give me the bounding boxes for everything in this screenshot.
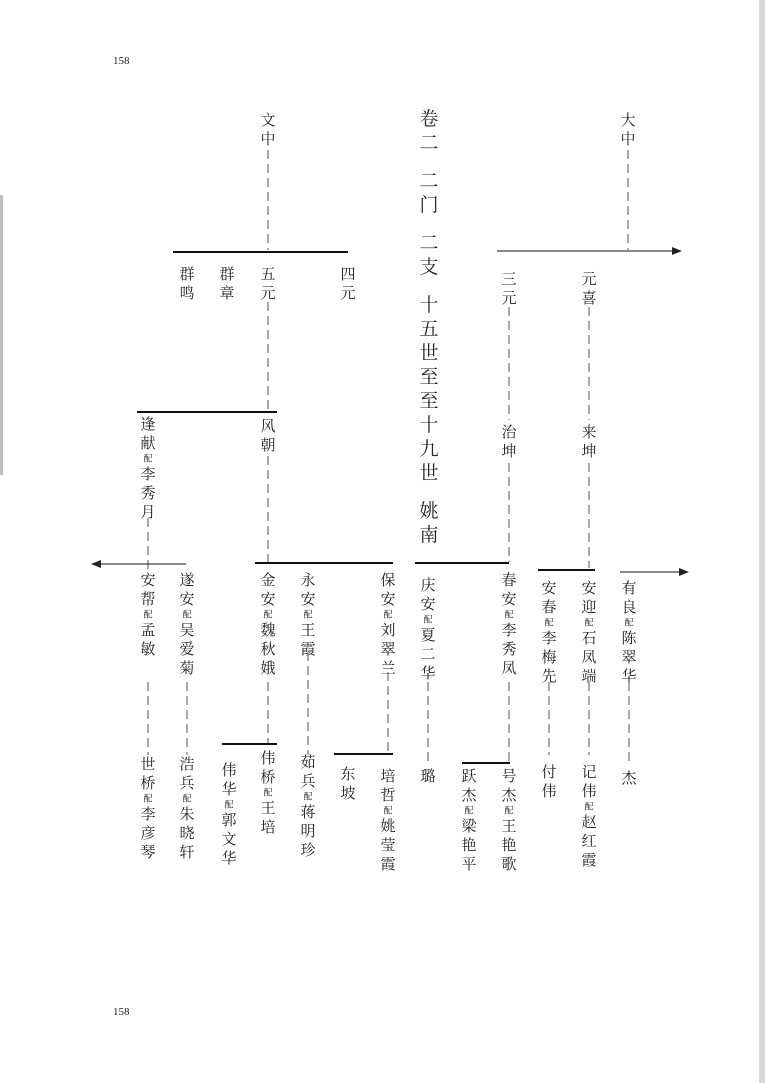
name-char: 夏 <box>420 625 436 644</box>
name-char: 平 <box>461 854 477 873</box>
person-yongan <box>300 571 315 658</box>
name-char: 四 <box>340 264 356 283</box>
name-char: 王 <box>260 798 276 817</box>
svg-text:卷: 卷 <box>419 108 439 130</box>
name-char: 伟 <box>221 760 237 779</box>
name-char: 石 <box>581 628 597 647</box>
person-baoan <box>380 571 395 677</box>
pei-mark: 配 <box>263 788 273 799</box>
name-char: 歌 <box>501 854 517 873</box>
svg-text:至: 至 <box>419 390 439 412</box>
name-char: 世 <box>140 754 156 773</box>
person-laikun <box>581 423 596 460</box>
name-char: 保 <box>380 570 396 589</box>
pei-mark: 配 <box>544 618 554 629</box>
name-char: 吴 <box>179 620 195 639</box>
name-char: 梅 <box>541 647 557 666</box>
name-char: 桥 <box>140 773 156 792</box>
person-fuwei <box>541 763 556 800</box>
person-jiwei <box>581 763 596 869</box>
person-siyuan <box>340 265 355 302</box>
name-char: 安 <box>581 578 597 597</box>
name-char: 李 <box>501 620 517 639</box>
pei-mark: 配 <box>143 610 153 621</box>
name-char: 华 <box>420 663 436 682</box>
name-char: 记 <box>581 762 597 781</box>
person-anchun <box>541 579 556 685</box>
person-weiqiao <box>260 749 275 836</box>
person-lu <box>420 767 435 785</box>
name-char: 刘 <box>380 620 396 639</box>
person-suian <box>179 571 195 677</box>
name-char: 安 <box>260 589 276 608</box>
name-char: 郭 <box>221 810 237 829</box>
name-char: 敏 <box>140 639 156 658</box>
svg-text:五: 五 <box>419 318 439 340</box>
person-sanyuan <box>501 270 516 307</box>
name-char: 浩 <box>179 754 195 773</box>
pei-mark: 配 <box>504 610 514 621</box>
name-char: 明 <box>300 821 316 840</box>
name-char: 中 <box>620 129 636 148</box>
svg-text:十: 十 <box>419 294 439 316</box>
name-char: 秋 <box>260 639 276 658</box>
name-char: 秀 <box>501 639 517 658</box>
pei-mark: 配 <box>584 802 594 813</box>
name-char: 兵 <box>300 771 316 790</box>
name-char: 霞 <box>581 850 597 869</box>
name-char: 艳 <box>501 835 517 854</box>
name-char: 群 <box>179 264 195 283</box>
name-char: 良 <box>621 597 637 616</box>
name-char: 安 <box>420 594 436 613</box>
person-wuyuan <box>260 265 275 302</box>
name-char: 朱 <box>179 804 195 823</box>
person-rubing <box>300 753 315 859</box>
name-char: 华 <box>621 666 637 685</box>
svg-text:南: 南 <box>419 524 439 546</box>
name-char: 茹 <box>300 752 316 771</box>
person-fengchao <box>260 417 275 454</box>
name-char: 迎 <box>581 597 597 616</box>
name-char: 文 <box>260 110 276 129</box>
name-char: 晓 <box>179 823 195 842</box>
name-char: 兵 <box>179 773 195 792</box>
name-char: 王 <box>300 620 316 639</box>
pei-mark: 配 <box>182 610 192 621</box>
name-char: 杰 <box>461 785 477 804</box>
name-char: 春 <box>541 597 557 616</box>
name-char: 霞 <box>300 639 316 658</box>
svg-text:门: 门 <box>419 194 439 216</box>
person-wenzhong <box>260 111 275 148</box>
name-char: 李 <box>140 464 156 483</box>
name-char: 献 <box>140 433 156 452</box>
name-char: 月 <box>140 502 156 521</box>
svg-text:二: 二 <box>419 170 439 192</box>
pei-mark: 配 <box>303 610 313 621</box>
name-char: 五 <box>260 264 276 283</box>
name-char: 陈 <box>621 628 637 647</box>
name-char: 桥 <box>260 767 276 786</box>
pei-mark: 配 <box>303 792 313 803</box>
name-char: 凤 <box>501 658 517 677</box>
name-char: 鸣 <box>179 283 195 302</box>
sibling-bars <box>137 252 595 763</box>
name-char: 安 <box>179 589 195 608</box>
name-char: 元 <box>501 288 517 307</box>
name-char: 春 <box>501 570 517 589</box>
name-char: 元 <box>340 283 356 302</box>
page-number-top: 158 <box>113 55 130 67</box>
pei-mark: 配 <box>624 618 634 629</box>
name-char: 兰 <box>380 658 396 677</box>
person-yuanxi <box>581 270 596 307</box>
name-char: 琴 <box>140 842 156 861</box>
pei-mark: 配 <box>423 615 433 626</box>
name-char: 王 <box>501 816 517 835</box>
name-char: 秀 <box>140 483 156 502</box>
name-char: 坤 <box>581 441 597 460</box>
name-char: 翠 <box>621 647 637 666</box>
name-char: 风 <box>260 416 276 435</box>
name-char: 安 <box>140 570 156 589</box>
person-qunming <box>179 265 194 302</box>
name-char: 先 <box>541 666 557 685</box>
name-char: 蒋 <box>300 802 316 821</box>
name-char: 元 <box>260 283 276 302</box>
name-char: 朝 <box>260 435 276 454</box>
person-zhikun <box>501 423 517 460</box>
svg-text:世: 世 <box>419 462 439 484</box>
person-fengxian <box>140 415 155 521</box>
name-char: 伟 <box>581 781 597 800</box>
name-char: 金 <box>260 570 276 589</box>
svg-text:二: 二 <box>419 132 439 154</box>
name-char: 坤 <box>501 441 517 460</box>
name-char: 安 <box>541 578 557 597</box>
name-char: 二 <box>420 644 436 663</box>
name-char: 中 <box>260 129 276 148</box>
name-char: 跃 <box>461 766 477 785</box>
svg-text:九: 九 <box>419 438 439 460</box>
name-char: 凤 <box>581 647 597 666</box>
page-number-bottom: 158 <box>113 1006 130 1018</box>
name-char: 治 <box>501 422 517 441</box>
person-dazhong <box>620 111 635 148</box>
pei-mark: 配 <box>143 794 153 805</box>
name-char: 庆 <box>420 575 436 594</box>
person-jie <box>621 769 637 787</box>
person-dongpo <box>340 765 355 802</box>
name-char: 号 <box>501 766 517 785</box>
person-yuejie <box>461 767 477 873</box>
person-qunzhang <box>219 265 234 302</box>
person-youliang <box>621 579 637 685</box>
chapter-title <box>419 108 438 546</box>
person-qingan <box>420 576 435 682</box>
svg-text:姚: 姚 <box>419 500 439 522</box>
person-weihua <box>221 761 236 867</box>
name-char: 端 <box>581 666 597 685</box>
name-char: 赵 <box>581 812 597 831</box>
name-char: 元 <box>581 269 597 288</box>
name-char: 李 <box>541 628 557 647</box>
name-char: 珍 <box>300 840 316 859</box>
person-chunan <box>501 571 516 677</box>
person-peizhe <box>380 767 395 873</box>
name-char: 培 <box>380 766 396 785</box>
name-char: 娥 <box>260 658 276 677</box>
name-char: 安 <box>501 589 517 608</box>
name-char: 莹 <box>380 835 396 854</box>
name-char: 遂 <box>179 570 195 589</box>
name-char: 永 <box>300 570 316 589</box>
name-char: 付 <box>541 762 557 781</box>
name-char: 璐 <box>420 766 436 785</box>
name-char: 杰 <box>501 785 517 804</box>
name-char: 彦 <box>140 823 156 842</box>
name-char: 章 <box>219 283 235 302</box>
name-char: 爱 <box>179 639 195 658</box>
name-char: 大 <box>620 110 636 129</box>
pei-mark: 配 <box>182 794 192 805</box>
name-char: 轩 <box>179 842 195 861</box>
person-jinan <box>260 571 275 677</box>
pei-mark: 配 <box>383 610 393 621</box>
name-char: 艳 <box>461 835 477 854</box>
name-char: 翠 <box>380 639 396 658</box>
name-char: 逢 <box>140 414 156 433</box>
pei-mark: 配 <box>143 454 153 465</box>
name-char: 姚 <box>380 816 396 835</box>
person-haojie <box>501 767 517 873</box>
name-char: 群 <box>219 264 235 283</box>
person-shiqiao <box>140 755 155 861</box>
name-char: 杰 <box>621 768 637 787</box>
pei-mark: 配 <box>464 806 474 817</box>
name-char: 文 <box>221 829 237 848</box>
name-char: 华 <box>221 848 237 867</box>
name-char: 哲 <box>380 785 396 804</box>
name-char: 伟 <box>260 748 276 767</box>
name-char: 李 <box>140 804 156 823</box>
pei-mark: 配 <box>383 806 393 817</box>
name-char: 安 <box>380 589 396 608</box>
name-char: 培 <box>260 817 276 836</box>
person-anbang <box>140 571 155 658</box>
svg-text:至: 至 <box>419 366 439 388</box>
name-char: 三 <box>501 269 517 288</box>
name-char: 孟 <box>140 620 156 639</box>
name-char: 霞 <box>380 854 396 873</box>
name-char: 坡 <box>340 783 356 802</box>
name-char: 东 <box>340 764 356 783</box>
pei-mark: 配 <box>263 610 273 621</box>
name-char: 安 <box>300 589 316 608</box>
name-char: 菊 <box>179 658 195 677</box>
name-char: 伟 <box>541 781 557 800</box>
name-char: 来 <box>581 422 597 441</box>
name-char: 有 <box>621 578 637 597</box>
name-char: 帮 <box>140 589 156 608</box>
name-char: 魏 <box>260 620 276 639</box>
name-char: 红 <box>581 831 597 850</box>
pei-mark: 配 <box>504 806 514 817</box>
name-char: 华 <box>221 779 237 798</box>
svg-text:支: 支 <box>419 256 439 278</box>
svg-text:世: 世 <box>419 342 439 364</box>
name-char: 梁 <box>461 816 477 835</box>
svg-text:十: 十 <box>419 414 439 436</box>
person-anying <box>581 579 596 685</box>
pei-mark: 配 <box>584 618 594 629</box>
name-char: 喜 <box>581 288 597 307</box>
pei-mark: 配 <box>224 800 234 811</box>
person-haobing <box>179 755 194 861</box>
svg-text:二: 二 <box>419 232 439 254</box>
